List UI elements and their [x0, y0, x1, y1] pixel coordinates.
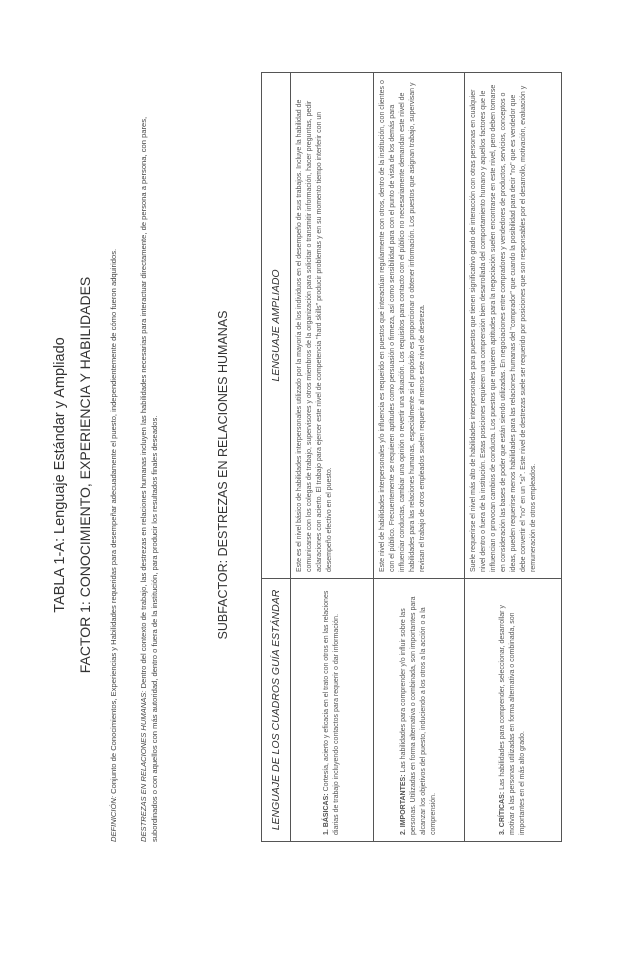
definition-paragraph — [108, 72, 119, 842]
column-header-extended: LENGUAJE AMPLIADO — [262, 73, 291, 579]
subfactor-title: SUBFACTOR: DESTREZAS EN RELACIONES HUMANAS — [216, 310, 230, 640]
destrezas-paragraph — [138, 72, 160, 842]
destrezas-label: DESTREZAS EN RELACIONES HUMANAS: — [139, 690, 148, 842]
table-row — [374, 73, 465, 842]
definition-text: Conjunto de Conocimientos, Experiencias y Habilidades requeridas para desempeñar adecuadamente el puesto, independientemente de cómo fueron adquiridos. — [109, 248, 118, 794]
extended-cell: Este es el nivel básico de habilidades interpersonales utilizado por la mayoría de los individuos en el desempeño de sus trabajos. Incluye la habilidad de comunicarse con los colegas de trabajo, supervisores y otros miembros de la organización para solicitar o transmitir información, hacer preguntas, pedir aclaraciones con acierto. El trabajo para ejercer este nivel de competencia "hard skills" producir problemas y en su momento tiempo interferir con un desempeño efectivo en el puesto. — [291, 73, 374, 579]
level-label: 3. CRÍTICAS: — [499, 791, 506, 835]
level-label: 2. IMPORTANTES: — [400, 774, 407, 835]
column-header-standard: LENGUAJE DE LOS CUADROS GUÍA ESTÁNDAR — [262, 579, 291, 842]
table-header-row — [262, 73, 291, 842]
table-title: TABLA 1-A: Lenguaje Estándar y Ampliado — [52, 337, 68, 613]
standard-cell — [291, 579, 374, 842]
standard-text: Cortesía, acierto y eficacia en el trato con otros en las relaciones diarias de trabajo incluyendo contactos para requerir o dar información. — [323, 590, 340, 835]
definition-label: DEFINICIÓN: — [109, 796, 118, 842]
table-row — [465, 73, 562, 842]
standard-cell — [465, 579, 562, 842]
standard-extended-table — [261, 72, 562, 842]
factor-title: FACTOR 1: CONOCIMIENTO, EXPERIENCIA Y HABILIDADES — [77, 276, 93, 674]
extended-cell: Este nivel de habilidades interpersonales y/o influencia es requerido en puestos que interactúan regularmente con otros, dentro de la institución, con clientes o con el público. Frecuentemente se requieren aptitudes como persuasión o firmeza, así como sensibilidad para con el punto de vista de los demás para influenciar conductas, cambiar una opinión o revertir una situación. Los requisitos para contacto con el público no necesariamente demandan este nivel de habilidades para las relaciones humanas, especialmente si el propósito es proporcionar o obtener información. Los puestos que asignan trabajo, supervisan y revisan el trabajo de otros empleados suelen requerir al menos este nivel de destreza. — [374, 73, 465, 579]
rotated-sheet — [46, 60, 566, 890]
standard-cell — [374, 579, 465, 842]
table-row — [291, 73, 374, 842]
level-label: 1. BÁSICAS: — [323, 793, 330, 835]
standard-text: Las habilidades para comprender y/o influir sobre las personas. Utilizadas en forma alternativa o combinada, son importantes para alcanzar los objetivos del puesto, induciendo a los otros a la acción o a la comprensión. — [400, 596, 437, 835]
destrezas-text: Dentro del contexto de trabajo, las destrezas en relaciones humanas incluyen las habilidades necesarias para interactuar directamente, de persona a persona, con pares, subordinados o con aquellos con más autoridad, dentro o fuera de la institución, para producir los resultados finales deseados. — [139, 116, 159, 842]
standard-text: Las habilidades para comprender, seleccionar, desarrollar y motivar a las personas utilizadas en forma alternativa o combinada, son importantes en el más alto grado. — [499, 605, 526, 835]
extended-cell: Suele requerirse el nivel más alto de habilidades interpersonales para puestos que tienen significativo grado de interacción con otras personas en cualquier nivel dentro o fuera de la institución. Estas posiciones requieren una comprensión bien desarrollada del comportamiento humano y aquellos factores que le influencian o provocan cambios de conducta. Los puestos que requieren aptitudes para la negociación suelen encontrarse en este nivel, pero deben tomarse en consideración las bases de poder que están siendo utilizadas. En negociaciones entre compradores y vendedores de productos, servicios, conceptos o ideas, pueden requerirse menos habilidades para las relaciones humanas del "comprador" que cuando la posibilidad para decir "no" que es vendedor que debe convertir el "no" en un "sí". Este nivel de destrezas suele ser requerido por posiciones que son responsables por el desarrollo, motivación, evaluación y remuneración de otros empleados. — [465, 73, 562, 579]
